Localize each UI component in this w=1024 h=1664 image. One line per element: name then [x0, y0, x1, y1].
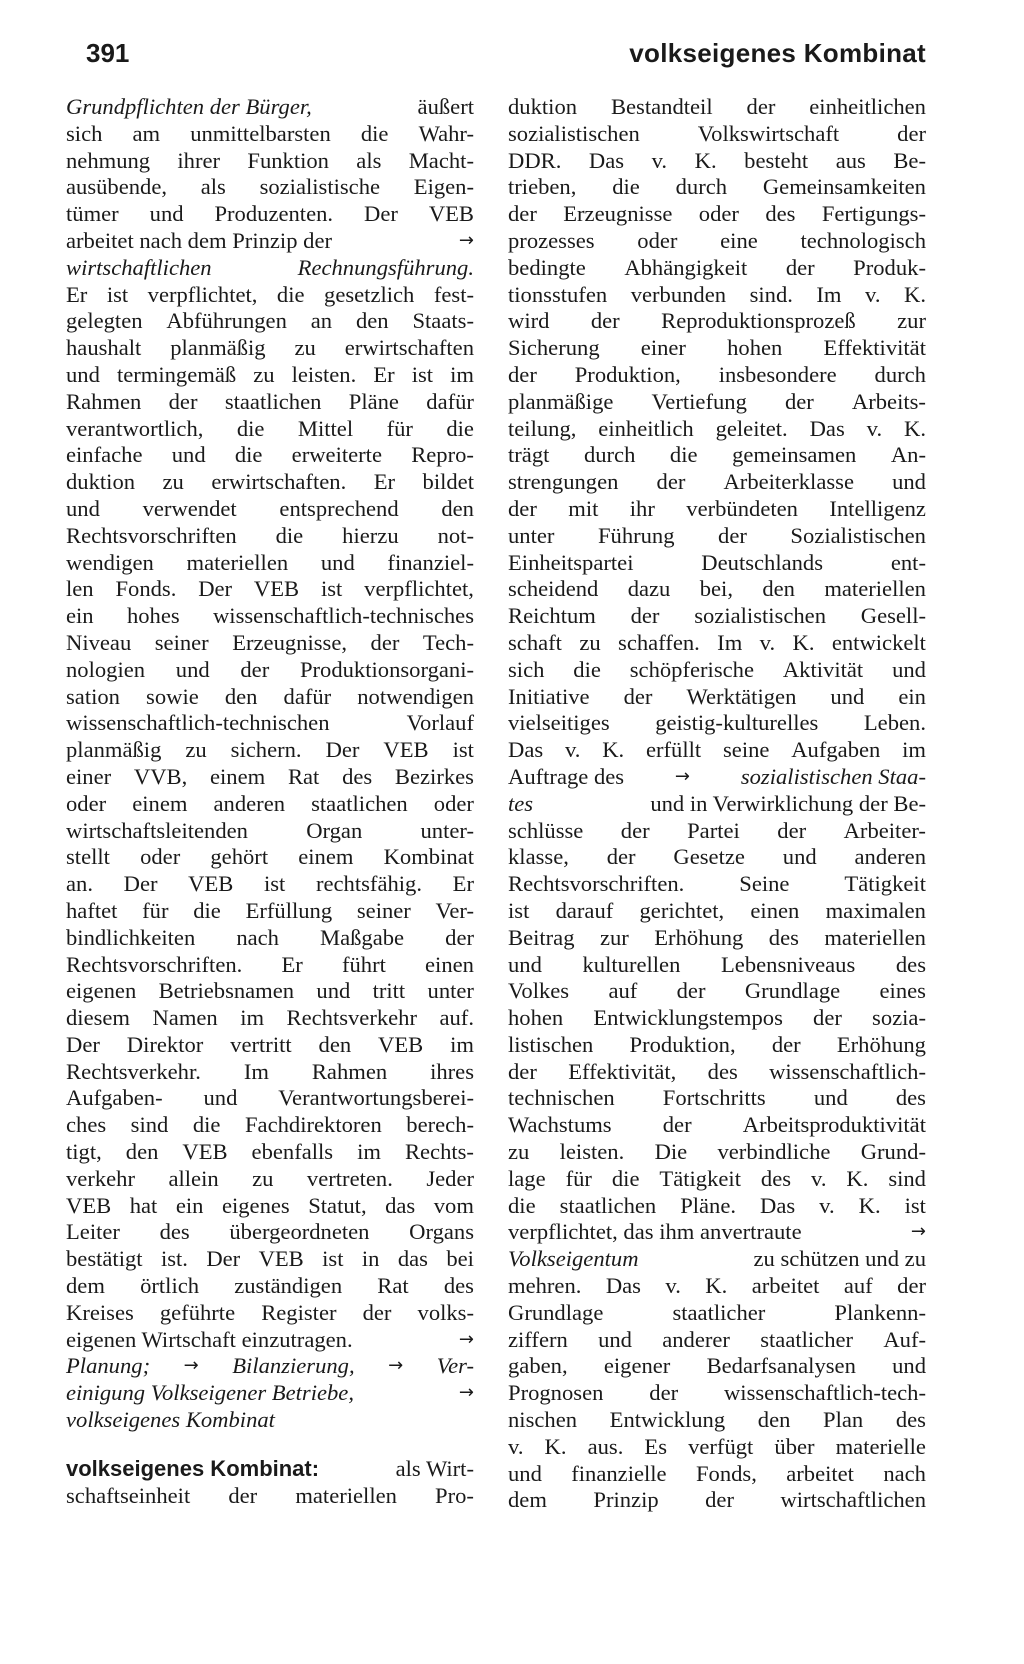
- text-line: dem örtlich zuständigen Rat des: [66, 1273, 474, 1299]
- text-line: verkehr allein zu vertreten. Jeder: [66, 1165, 474, 1191]
- cross-reference: Ver-: [436, 1353, 474, 1379]
- text-line: ches sind die Fachdirektoren berech-: [66, 1112, 474, 1138]
- text-line: nologien und der Produktionsorgani-: [66, 656, 474, 682]
- text-line: v. K. aus. Es verfügt über materielle: [508, 1433, 926, 1459]
- text-line: Rechtsvorschriften. Er führt einen: [66, 951, 474, 977]
- text-line: hohen Entwicklungstempos der sozia-: [508, 1005, 926, 1031]
- text-line: tigt, den VEB ebenfalls im Rechts-: [66, 1139, 474, 1165]
- text-line: tümer und Produzenten. Der VEB: [66, 201, 474, 227]
- text-line: zu leisten. Die verbindliche Grund-: [508, 1139, 926, 1165]
- cross-reference-line: [66, 1353, 474, 1380]
- arrow-right-icon: →: [458, 229, 474, 251]
- text-line: der mit ihr verbündeten Intelligenz: [508, 495, 926, 521]
- text-line: an. Der VEB ist rechtsfähig. Er: [66, 871, 474, 897]
- text-line: schlüsse der Partei der Arbeiter-: [508, 817, 926, 843]
- text-line: sation sowie den dafür notwendigen: [66, 683, 474, 709]
- page-header: [86, 38, 926, 78]
- text-line: Das v. K. erfüllt seine Aufgaben im: [508, 737, 926, 763]
- arrow-right-icon: →: [183, 1355, 199, 1377]
- text-line: Sicherung einer hohen Effektivität: [508, 335, 926, 361]
- running-head: volkseigenes Kombinat: [629, 38, 926, 68]
- text-line: gaben, eigener Bedarfsanalysen und: [508, 1353, 926, 1379]
- entry-line: volkseigenes Kombinat: als Wirt-: [66, 1455, 474, 1481]
- text-line: Reichtum der sozialistischen Gesell-: [508, 603, 926, 629]
- cross-reference: Planung;: [66, 1353, 151, 1379]
- text-line: Rechtsvorschriften die hierzu not-: [66, 522, 474, 548]
- text-line: len Fonds. Der VEB ist verpflichtet,: [66, 576, 474, 602]
- text-line: Grundpflichten der Bürger, äußert: [66, 94, 474, 119]
- cross-reference: Bilanzierung,: [232, 1353, 355, 1379]
- text-line: wendigen materiellen und finanziel-: [66, 549, 474, 575]
- text-line: der Effektivität, des wissenschaftlich-: [508, 1058, 926, 1084]
- cross-reference: wirtschaftlichen Rechnungsführung.: [66, 254, 474, 280]
- text-line: Einheitspartei Deutschlands ent-: [508, 549, 926, 575]
- cross-reference: volkseigenes Kombinat: [66, 1407, 275, 1433]
- text-line: Volkseigentum zu schützen und zu: [508, 1246, 926, 1272]
- text-line: wissenschaftlich-technischen Vorlauf: [66, 710, 474, 736]
- cross-reference: Volkseigentum: [508, 1246, 639, 1272]
- text-line: Leiter des übergeordneten Organs: [66, 1219, 474, 1245]
- text-line: schaftseinheit der materiellen Pro-: [66, 1482, 474, 1508]
- cross-reference: sozialistischen Staa-: [740, 763, 926, 789]
- cross-reference: Grundpflichten der Bürger,: [66, 94, 312, 119]
- text-line: wird der Reproduktionsprozeß zur: [508, 308, 926, 334]
- text-line: ist darauf gerichtet, einen maximalen: [508, 897, 926, 923]
- text-line: stellt oder gehört einem Kombinat: [66, 844, 474, 870]
- text-line: strengungen der Arbeiterklasse und: [508, 469, 926, 495]
- text-line: und verwendet entsprechend den: [66, 495, 474, 521]
- text-line: sich die schöpferische Aktivität und: [508, 656, 926, 682]
- text-line: ein hohes wissenschaftlich-technisches: [66, 603, 474, 629]
- text-line: Volkes auf der Grundlage eines: [508, 978, 926, 1004]
- text-line: Wachstums der Arbeitsproduktivität: [508, 1112, 926, 1138]
- text-line: Er ist verpflichtet, die gesetzlich fest-: [66, 281, 474, 307]
- text-line: einfache und die erweiterte Repro-: [66, 442, 474, 468]
- text-line: arbeitet nach dem Prinzip der →: [66, 227, 474, 253]
- text-line: Prognosen der wissenschaftlich-tech-: [508, 1380, 926, 1406]
- text-line: haushalt planmäßig zu erwirtschaften: [66, 335, 474, 361]
- text-line: Niveau seiner Erzeugnisse, der Tech-: [66, 629, 474, 655]
- text-line: Grundlage staatlicher Plankenn-: [508, 1299, 926, 1325]
- text-line: bedingte Abhängigkeit der Produk-: [508, 254, 926, 280]
- text-line: Beitrag zur Erhöhung des materiellen: [508, 924, 926, 950]
- text-line: teilung, einheitlich geleitet. Das v. K.: [508, 415, 926, 441]
- cross-reference-line: [66, 1380, 474, 1407]
- text-line: und kulturellen Lebensniveaus des: [508, 951, 926, 977]
- text-line: und termingemäß zu leisten. Er ist im: [66, 361, 474, 387]
- text-line: duktion Bestandteil der einheitlichen: [508, 94, 926, 119]
- text-line: ausübende, als sozialistische Eigen-: [66, 174, 474, 200]
- text-line: wirtschaftsleitenden Organ unter-: [66, 817, 474, 843]
- text-line: verantwortlich, die Mittel für die: [66, 415, 474, 441]
- text-line: nischen Entwicklung den Plan des: [508, 1407, 926, 1433]
- text-line: der Erzeugnisse oder des Fertigungs-: [508, 201, 926, 227]
- text-line: sich am unmittelbarsten die Wahr-: [66, 120, 474, 146]
- text-line: VEB hat ein eigenes Statut, das vom: [66, 1192, 474, 1218]
- arrow-right-icon: →: [674, 765, 690, 787]
- text-line: gelegten Abführungen an den Staats-: [66, 308, 474, 334]
- entry-headword: volkseigenes Kombinat:: [66, 1455, 320, 1481]
- text-line: technischen Fortschritts und des: [508, 1085, 926, 1111]
- text-line: haftet für die Erfüllung seiner Ver-: [66, 897, 474, 923]
- text-line: Der Direktor vertritt den VEB im: [66, 1031, 474, 1057]
- text-line: Rechtsvorschriften. Seine Tätigkeit: [508, 871, 926, 897]
- text-line: Auftrage des → sozialistischen Staa-: [508, 763, 926, 789]
- text-line: scheidend dazu bei, den materiellen: [508, 576, 926, 602]
- text-line: und finanzielle Fonds, arbeitet nach: [508, 1460, 926, 1486]
- text-line: Aufgaben- und Verantwortungsberei-: [66, 1085, 474, 1111]
- text-line: nehmung ihrer Funktion als Macht-: [66, 147, 474, 173]
- text-line: Rechtsverkehr. Im Rahmen ihres: [66, 1058, 474, 1084]
- left-column: [66, 94, 474, 1509]
- text-line: listischen Produktion, der Erhöhung: [508, 1031, 926, 1057]
- text-line: planmäßige Vertiefung der Arbeits-: [508, 388, 926, 414]
- text-line: trägt durch die gemeinsamen An-: [508, 442, 926, 468]
- text-line: Kreises geführte Register der volks-: [66, 1299, 474, 1325]
- text-line: lage für die Tätigkeit des v. K. sind: [508, 1165, 926, 1191]
- text-line: dem Prinzip der wirtschaftlichen: [508, 1487, 926, 1513]
- text-line: trieben, die durch Gemeinsamkeiten: [508, 174, 926, 200]
- text-line: Rahmen der staatlichen Pläne dafür: [66, 388, 474, 414]
- arrow-right-icon: →: [458, 1382, 474, 1404]
- cross-reference: einigung Volkseigener Betriebe,: [66, 1380, 354, 1406]
- text-line: schaft zu schaffen. Im v. K. entwickelt: [508, 629, 926, 655]
- text-line: duktion zu erwirtschaften. Er bildet: [66, 469, 474, 495]
- text-line: bestätigt ist. Der VEB ist in das bei: [66, 1246, 474, 1272]
- text-line: bindlichkeiten nach Maßgabe der: [66, 924, 474, 950]
- arrow-right-icon: →: [910, 1221, 926, 1243]
- text-line: ziffern und anderer staatlicher Auf-: [508, 1326, 926, 1352]
- cross-reference: tes: [508, 790, 534, 816]
- text-line: tionsstufen verbunden sind. Im v. K.: [508, 281, 926, 307]
- arrow-right-icon: →: [388, 1355, 404, 1377]
- text-line: Initiative der Werktätigen und ein: [508, 683, 926, 709]
- text-line: unter Führung der Sozialistischen: [508, 522, 926, 548]
- page-number: 391: [86, 38, 130, 68]
- text-line: sozialistischen Volkswirtschaft der: [508, 120, 926, 146]
- text-line: klasse, der Gesetze und anderen: [508, 844, 926, 870]
- text-line: planmäßig zu sichern. Der VEB ist: [66, 737, 474, 763]
- text-line: eigenen Wirtschaft einzutragen. →: [66, 1326, 474, 1352]
- text-line: einer VVB, einem Rat des Bezirkes: [66, 763, 474, 789]
- text-line: vielseitiges geistig-kulturelles Leben.: [508, 710, 926, 736]
- text-line: die staatlichen Pläne. Das v. K. ist: [508, 1192, 926, 1218]
- text-line: oder einem anderen staatlichen oder: [66, 790, 474, 816]
- text-line: verpflichtet, das ihm anvertraute →: [508, 1219, 926, 1245]
- arrow-right-icon: →: [458, 1328, 474, 1350]
- text-line: mehren. Das v. K. arbeitet auf der: [508, 1273, 926, 1299]
- text-line: diesem Namen im Rechtsverkehr auf.: [66, 1005, 474, 1031]
- entry-spacer: [66, 1434, 474, 1456]
- text-line: eigenen Betriebsnamen und tritt unter: [66, 978, 474, 1004]
- text-line: der Produktion, insbesondere durch: [508, 361, 926, 387]
- right-column: [508, 94, 926, 1514]
- text-line: prozesses oder eine technologisch: [508, 227, 926, 253]
- text-line: DDR. Das v. K. besteht aus Be-: [508, 147, 926, 173]
- text-line: tes und in Verwirklichung der Be-: [508, 790, 926, 816]
